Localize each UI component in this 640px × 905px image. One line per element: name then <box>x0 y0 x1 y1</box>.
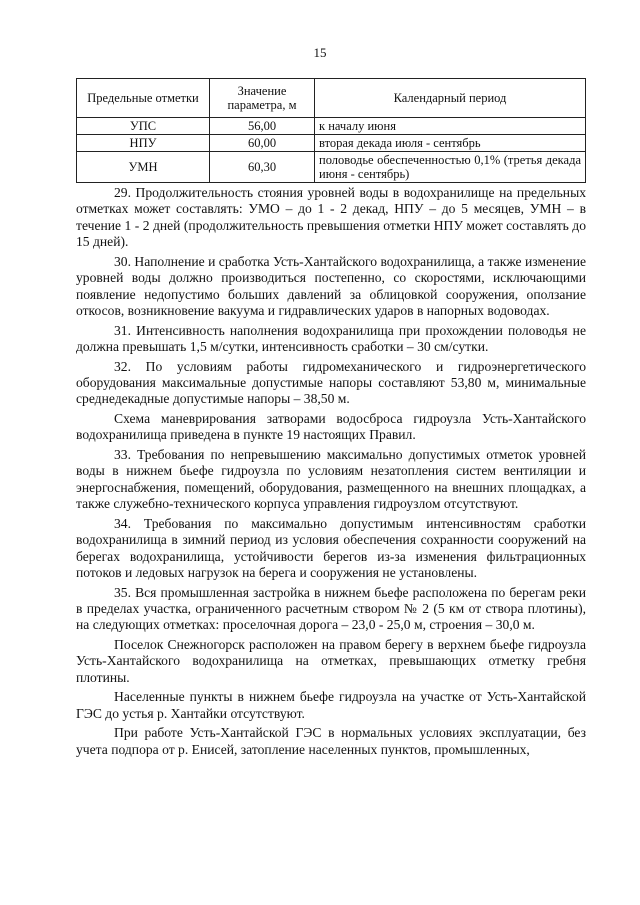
body-text <box>76 185 586 761</box>
paragraph-snezhnogorsk: Поселок Снежногорск расположен на правом берегу в верхнем бьефе гидроузла Усть-Хантайского водохранилища на отметках, превышающих отметку гребня плотины. <box>76 637 586 685</box>
paragraph-34: 34. Требования по максимально допустимым интенсивностям сработки водохранилища в зимний период из условия обеспечения сохранности сооружений на берегах водохранилища, устойчивости берегов из-за изменения фильтрационных потоков и ледовых нагрузок на берега и сооружения не установлены. <box>76 515 586 581</box>
paragraph-29: 29. Продолжительность стояния уровней воды в водохранилище на предельных отметках может составлять: УМО – до 1 - 2 декад, НПУ – до 5 месяцев, УМН – в течение 1 - 2 дней (продолжительность превышения отметки НПУ может составлять до 15 дней). <box>76 185 586 250</box>
cell-period: половодье обеспеченностью 0,1% (третья декада июня - сентябрь) <box>315 152 586 183</box>
cell-value: 60,30 <box>210 152 315 183</box>
paragraph-settlements: Населенные пункты в нижнем бьефе гидроузла на участке от Усть-Хантайской ГЭС до устья р. Хантайки отсутствуют. <box>76 689 586 721</box>
table-row <box>77 118 586 135</box>
paragraph-normal-operation: При работе Усть-Хантайской ГЭС в нормальных условиях эксплуатации, без учета подпора от р. Енисей, затопление населенных пунктов, промышленных, <box>76 725 586 757</box>
cell-value: 56,00 <box>210 118 315 135</box>
table-row <box>77 135 586 152</box>
header-calendar-period: Календарный период <box>315 79 586 118</box>
cell-mark: НПУ <box>77 135 210 152</box>
paragraph-31: 31. Интенсивность наполнения водохранилища при прохождении половодья не должна превышать 1,5 м/сутки, интенсивность сработки – 30 см/сутки. <box>76 322 586 355</box>
cell-mark: УПС <box>77 118 210 135</box>
cell-period: вторая декада июля - сентябрь <box>315 135 586 152</box>
paragraph-30: 30. Наполнение и сработка Усть-Хантайского водохранилища, а также изменение уровней воды должно производиться постепенно, со скоростями, исключающими появление недопустимо больших давлений за облицовкой сооружения, оползание откосов, возникновение вакуума и гидравлических ударов в напорных водоводах. <box>76 253 586 319</box>
cell-period: к началу июня <box>315 118 586 135</box>
paragraph-33: 33. Требования по непревышению максимально допустимых отметок уровней воды в нижнем бьефе гидроузла по условиям незатопления систем вентиляции и энергоснабжения, помещений, оборудования, размещенного на внешних площадках, а также служебно-технического корпуса управления гидроузлом отсутствуют. <box>76 447 586 512</box>
table-row <box>77 152 586 183</box>
header-parameter-value: Значение параметра, м <box>210 79 315 118</box>
cell-mark: УМН <box>77 152 210 183</box>
cell-value: 60,00 <box>210 135 315 152</box>
paragraph-32: 32. По условиям работы гидромеханического и гидроэнергетического оборудования максимальные допустимые напоры составляют 53,80 м, минимальные среднедекадные допустимые напоры – 38,50 м. <box>76 358 586 407</box>
page-number: 15 <box>313 45 327 60</box>
paragraph-spillway-scheme: Схема маневрирования затворами водосброса гидроузла Усть-Хантайского водохранилища приведена в пункте 19 настоящих Правил. <box>76 411 586 443</box>
header-limit-marks: Предельные отметки <box>77 79 210 118</box>
paragraph-35: 35. Вся промышленная застройка в нижнем бьефе расположена по берегам реки в пределах участка, ограниченного расчетным створом № 2 (5 км от створа плотины), на следующих отметках: проселочная дорога – 23,0 - 25,0 м, строения – 30,0 м. <box>76 584 586 633</box>
table-header-row <box>77 79 586 118</box>
limit-levels-table <box>76 78 586 183</box>
